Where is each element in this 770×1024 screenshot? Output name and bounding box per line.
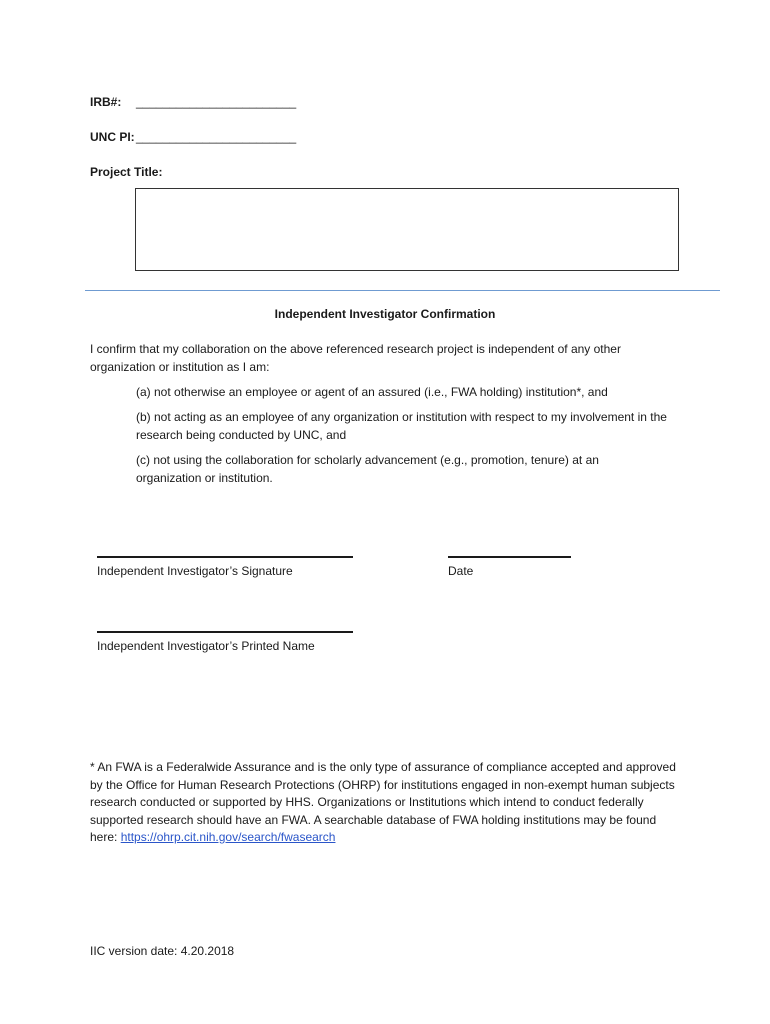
- irb-label: IRB#:: [90, 95, 122, 109]
- printed-name-label: Independent Investigator’s Printed Name: [97, 639, 315, 653]
- signature-line[interactable]: [97, 556, 353, 558]
- footnote: [90, 759, 686, 847]
- footnote-text: * An FWA is a Federalwide Assurance and is the only type of assurance of compliance accepted and approved by the Office for Human Research Protections (OHRP) for institutions engaged in non-exempt human subjects research conducted or supported by HHS. Organizations or Institutions which intend to conduct federally supported research should have an FWA. A searchable database of FWA holding institutions may be found here:: [90, 760, 676, 844]
- section-title: Independent Investigator Confirmation: [274, 307, 496, 321]
- project-title-box[interactable]: [135, 188, 679, 271]
- unc-pi-field[interactable]: ________________________: [136, 130, 297, 144]
- version-date: IIC version date: 4.20.2018: [90, 944, 235, 958]
- item-c: (c) not using the collaboration for scholarly advancement (e.g., promotion, tenure) at an organization or institution.: [136, 453, 599, 485]
- signature-label: Independent Investigator’s Signature: [97, 564, 293, 578]
- intro-paragraph: I confirm that my collaboration on the above referenced research project is independent of any other organization or institution as I am:: [90, 342, 621, 374]
- date-label: Date: [448, 564, 474, 578]
- project-title-label: Project Title:: [90, 165, 163, 179]
- section-divider: [85, 290, 720, 291]
- printed-name-line[interactable]: [97, 631, 353, 633]
- item-a: (a) not otherwise an employee or agent of an assured (i.e., FWA holding) institution*, and: [136, 385, 608, 399]
- item-b: (b) not acting as an employee of any organization or institution with respect to my involvement in the research being conducted by UNC, and: [136, 410, 667, 442]
- fwa-search-link[interactable]: https://ohrp.cit.nih.gov/search/fwasearch: [120, 830, 336, 844]
- irb-field[interactable]: ________________________: [136, 95, 297, 109]
- unc-pi-label: UNC PI:: [90, 130, 135, 144]
- date-line[interactable]: [448, 556, 571, 558]
